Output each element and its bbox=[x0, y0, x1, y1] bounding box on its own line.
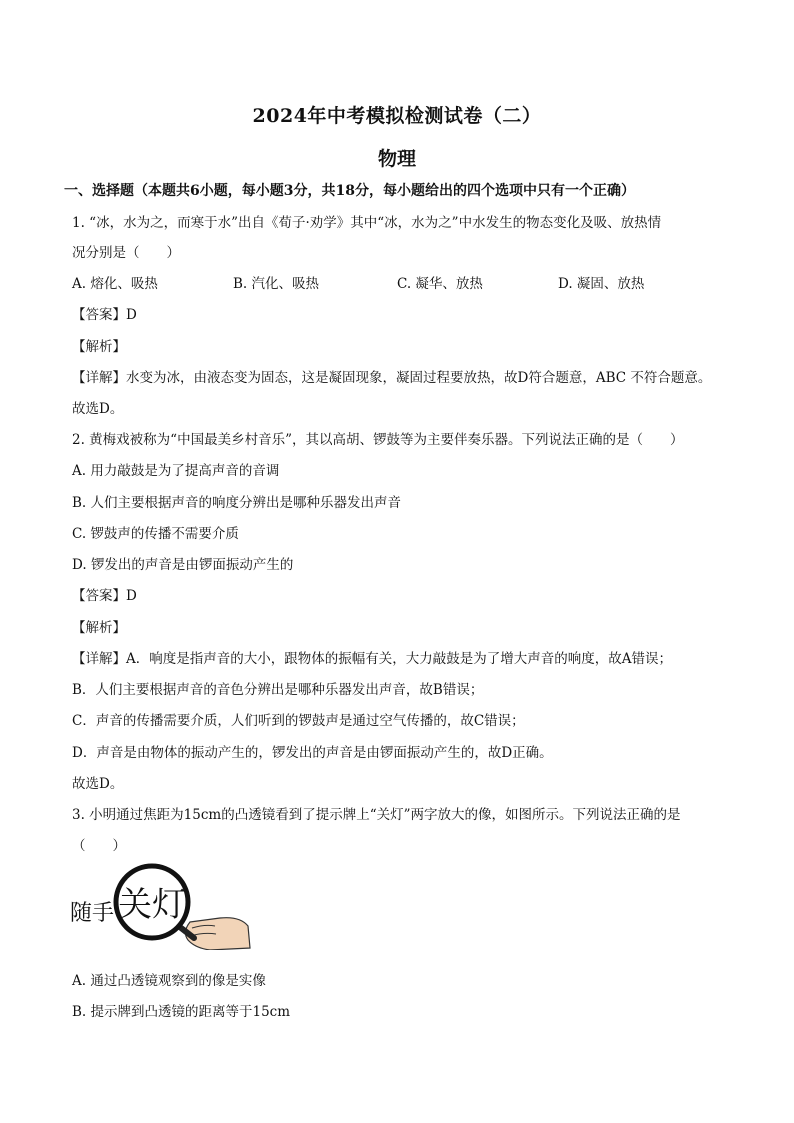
q1-stem-line2: 况分别是（ ） bbox=[72, 245, 180, 261]
q2-detail-line4: D．声音是由物体的振动产生的，锣发出的声音是由锣面振动产生的，故D正确。 bbox=[72, 745, 553, 761]
q1-stem-line1: 1. “冰，水为之，而寒于水”出自《荀子·劝学》其中“冰，水为之”中水发生的物态变化及吸、放热情 bbox=[72, 215, 662, 231]
q1-analysis-label: 【解析】 bbox=[72, 339, 126, 355]
q2-option-a: A. 用力敲鼓是为了提高声音的音调 bbox=[72, 463, 280, 479]
q1-answer: 【答案】D bbox=[72, 307, 137, 323]
q1-option-a: A. 熔化、吸热 bbox=[72, 276, 158, 292]
q2-answer: 【答案】D bbox=[72, 588, 137, 604]
magnifier-figure bbox=[70, 860, 260, 950]
q2-option-d: D. 锣发出的声音是由锣面振动产生的 bbox=[72, 557, 294, 573]
q1-option-c: C. 凝华、放热 bbox=[397, 276, 483, 292]
q2-detail-line2: B．人们主要根据声音的音色分辨出是哪种乐器发出声音，故B错误； bbox=[72, 682, 484, 698]
q3-option-a: A. 通过凸透镜观察到的像是实像 bbox=[72, 973, 266, 989]
q1-detail: 【详解】水变为冰，由液态变为固态，这是凝固现象，凝固过程要放热，故D符合题意，ABC 不符合题意。 bbox=[72, 370, 712, 386]
q2-detail-line3: C．声音的传播需要介质，人们听到的锣鼓声是通过空气传播的，故C错误； bbox=[72, 713, 525, 729]
q2-conclusion: 故选D。 bbox=[72, 776, 124, 792]
q2-analysis-label: 【解析】 bbox=[72, 620, 126, 636]
q1-option-d: D. 凝固、放热 bbox=[558, 276, 645, 292]
magnified-text: 关灯 bbox=[118, 885, 186, 925]
sign-prefix-text: 随手 bbox=[70, 901, 115, 926]
q1-option-b: B. 汽化、吸热 bbox=[233, 276, 320, 292]
q3-stem-line2: （ ） bbox=[72, 838, 126, 854]
q2-option-b: B. 人们主要根据声音的响度分辨出是哪种乐器发出声音 bbox=[72, 495, 402, 511]
q2-detail-line1: 【详解】A．响度是指声音的大小，跟物体的振幅有关，大力敲鼓是为了增大声音的响度，故A错误； bbox=[72, 651, 672, 667]
q2-stem: 2. 黄梅戏被称为“中国最美乡村音乐”，其以高胡、锣鼓等为主要伴奏乐器。下列说法正确的是（ ） bbox=[72, 432, 684, 448]
q2-option-c: C. 锣鼓声的传播不需要介质 bbox=[72, 526, 239, 542]
hand-icon bbox=[185, 918, 250, 950]
section-heading: 一、选择题（本题共6小题，每小题3分，共18分，每小题给出的四个选项中只有一个正确） bbox=[64, 183, 635, 199]
subject-title: 物理 bbox=[377, 148, 416, 170]
q1-conclusion: 故选D。 bbox=[72, 401, 124, 417]
exam-title: 2024年中考模拟检测试卷（二） bbox=[252, 105, 542, 127]
q3-option-b: B. 提示牌到凸透镜的距离等于15cm bbox=[72, 1004, 291, 1020]
q3-stem-line1: 3. 小明通过焦距为15cm的凸透镜看到了提示牌上“关灯”两字放大的像，如图所示。下列说法正确的是 bbox=[72, 807, 681, 823]
